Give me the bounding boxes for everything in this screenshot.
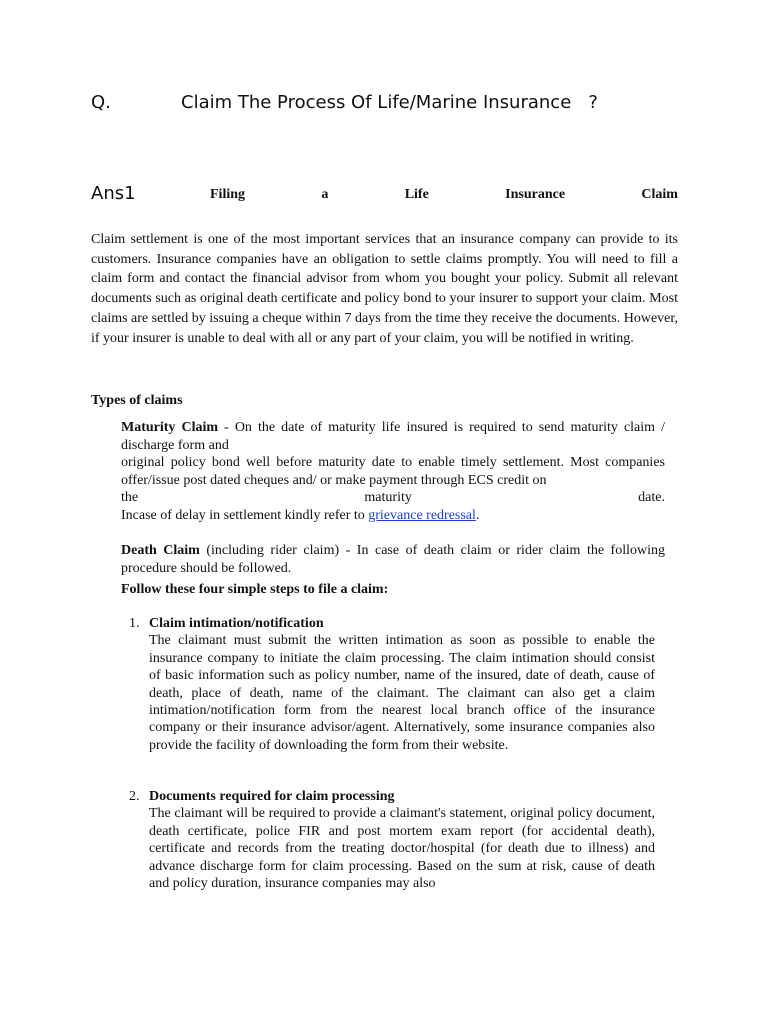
maturity-line-3: the maturity date. [121, 490, 665, 505]
intro-paragraph: Claim settlement is one of the most important services that an insurance company can provide to its customers. Insurance companies have an obligation to settle claims promptly. You will need to fill a claim form and contact the financial advisor from whom you bought your policy. Submit all relevant documents such as original death certificate and policy bond to your insurer to support your claim. Most claims are settled by issuing a cheque within 7 days from the time they receive the documents. However, if your insurer is unable to deal with all or any part of your claim, you will be notified in writing. [91, 232, 678, 346]
step-body: The claimant must submit the written intimation as soon as possible to enable the insurance company to initiate the claim processing. The claim intimation should consist of basic information such as policy number, name of the insured, date of death, cause of death, place of death, name of the claimant. The claimant can also get a claim intimation/notification form from the nearest local branch office of the insurance company or their insurance advisor/agent. Alternatively, some insurance companies also provide the facility of downloading the form from their website. [149, 633, 655, 753]
maturity-claim-section [121, 419, 665, 524]
question-text: Claim The Process Of Life/Marine Insurance ? [181, 92, 598, 113]
step-title: Claim intimation/notification [149, 616, 324, 631]
step-title: Documents required for claim processing [149, 789, 395, 804]
death-claim-section [121, 542, 665, 599]
answer-title-word: Insurance [505, 187, 566, 202]
question-line [91, 92, 691, 118]
answer-label: Ans1 [91, 183, 136, 204]
step-number: 2. [129, 789, 140, 804]
death-claim-label: Death Claim [121, 543, 200, 558]
answer-line [91, 183, 678, 207]
answer-title-word: Filing [210, 187, 246, 202]
step-number: 1. [129, 616, 140, 631]
answer-title-word: Claim [641, 187, 678, 202]
maturity-line-2: original policy bond well before maturity date to enable timely settlement. Most companies offer/issue post dated cheques and/ or make payment through ECS credit on [121, 455, 665, 488]
steps-heading: Follow these four simple steps to file a claim: [121, 582, 389, 597]
maturity-line-4: Incase of delay in settlement kindly refer to grievance redressal. [121, 507, 480, 523]
types-heading: Types of claims [91, 393, 183, 408]
answer-title [210, 187, 678, 203]
question-label: Q. [91, 92, 111, 113]
step-body: The claimant will be required to provide a claimant's statement, original policy document, death certificate, police FIR and post mortem exam report (for accidental death), certificate and records from the treating doctor/hospital (for death due to illness) and advance discharge form for claim processing. Based on the sum at risk, cause of death and policy duration, insurance companies may also [149, 806, 655, 892]
answer-title-word: a [321, 187, 329, 202]
grievance-redressal-link[interactable]: grievance redressal [368, 507, 476, 523]
death-claim-text: Death Claim (including rider claim) - In case of death claim or rider claim the following procedure should be followed. [121, 543, 666, 576]
maturity-line-1: Maturity Claim - On the date of maturity life insured is required to send maturity claim / discharge form and [121, 420, 665, 453]
answer-title-word: Life [404, 187, 429, 202]
maturity-label: Maturity Claim [121, 420, 219, 435]
